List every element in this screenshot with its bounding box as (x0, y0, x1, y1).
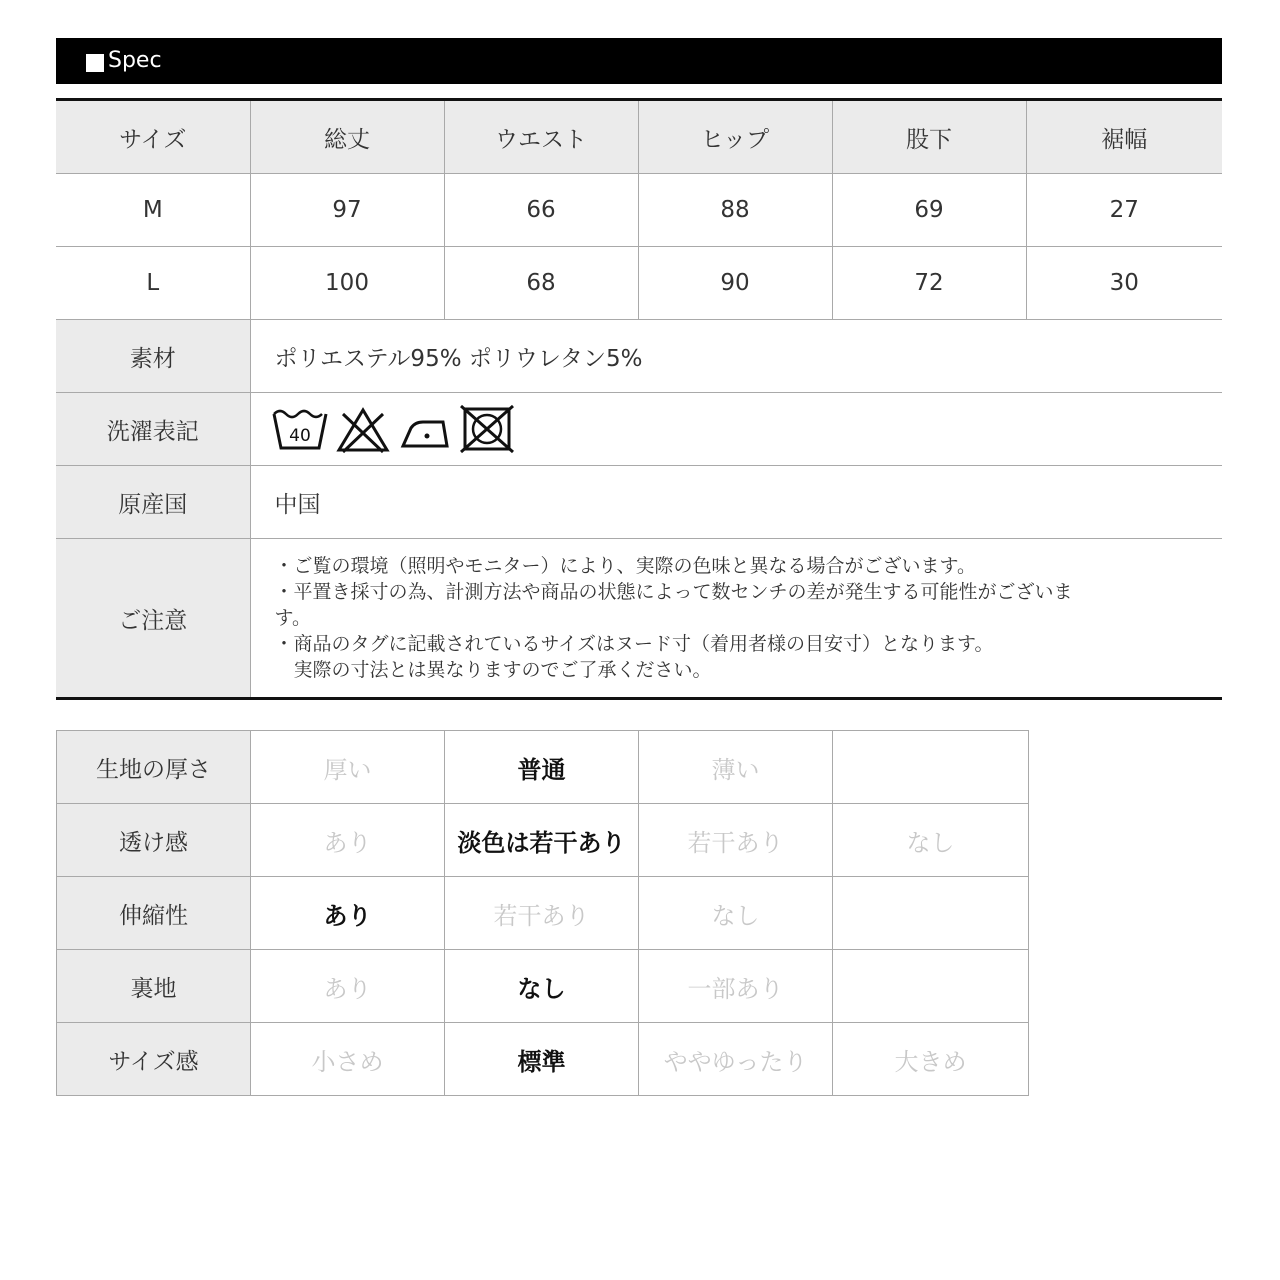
column-header: 総丈 (250, 100, 444, 174)
size-row-m (56, 174, 1222, 247)
origin-value: 中国 (250, 466, 1222, 539)
feel-row-fit (57, 1023, 1029, 1096)
feel-option: 標準 (445, 1023, 639, 1096)
feel-option: なし (445, 950, 639, 1023)
material-row (56, 320, 1222, 393)
feel-option: 薄い (639, 731, 833, 804)
note-line: ・ご覧の環境（照明やモニター）により、実際の色味と異なる場合がございます。 (274, 555, 976, 577)
size-cell: 100 (250, 247, 444, 320)
column-header: 裾幅 (1026, 100, 1222, 174)
feel-label: 伸縮性 (57, 877, 251, 950)
care-label: 洗濯表記 (56, 393, 250, 466)
care-icons (250, 393, 1222, 466)
size-cell: 69 (832, 174, 1026, 247)
column-header: ウエスト (444, 100, 638, 174)
feel-row-lining (57, 950, 1029, 1023)
column-header: 股下 (832, 100, 1026, 174)
size-cell: L (56, 247, 250, 320)
feel-option (833, 877, 1029, 950)
feel-option: あり (251, 877, 445, 950)
feel-row-thickness (57, 731, 1029, 804)
feel-option: 淡色は若干あり (445, 804, 639, 877)
feel-option: 大きめ (833, 1023, 1029, 1096)
notes-row (56, 539, 1222, 699)
note-line: す。 (274, 607, 311, 629)
feel-option: 一部あり (639, 950, 833, 1023)
feel-option: なし (833, 804, 1029, 877)
notes-label: ご注意 (56, 539, 250, 699)
column-header: サイズ (56, 100, 250, 174)
size-cell: 90 (638, 247, 832, 320)
square-bullet-icon (86, 54, 104, 72)
column-header: ヒップ (638, 100, 832, 174)
feel-label: 透け感 (57, 804, 251, 877)
feel-row-sheerness (57, 804, 1029, 877)
size-cell: 72 (832, 247, 1026, 320)
care-row (56, 393, 1222, 466)
notes-text (250, 539, 1222, 699)
note-line: ・平置き採寸の為、計測方法や商品の状態によって数センチの差が発生する可能性がございま (274, 581, 1073, 603)
no-bleach-icon (335, 404, 391, 454)
feel-option: 厚い (251, 731, 445, 804)
feel-option: 普通 (445, 731, 639, 804)
feel-option (833, 731, 1029, 804)
spec-title: Spec (108, 48, 162, 73)
note-line: 実際の寸法とは異なりますのでご了承ください。 (274, 659, 712, 681)
size-cell: 88 (638, 174, 832, 247)
feel-label: 生地の厚さ (57, 731, 251, 804)
material-label: 素材 (56, 320, 250, 393)
feel-option: 若干あり (639, 804, 833, 877)
fabric-feel-table (56, 730, 1029, 1096)
feel-option: ややゆったり (639, 1023, 833, 1096)
size-cell: M (56, 174, 250, 247)
size-cell: 30 (1026, 247, 1222, 320)
feel-option (833, 950, 1029, 1023)
feel-option: 若干あり (445, 877, 639, 950)
feel-row-stretch (57, 877, 1029, 950)
size-cell: 66 (444, 174, 638, 247)
material-value: ポリエステル95% ポリウレタン5% (250, 320, 1222, 393)
feel-label: 裏地 (57, 950, 251, 1023)
feel-option: あり (251, 804, 445, 877)
origin-label: 原産国 (56, 466, 250, 539)
size-row-l (56, 247, 1222, 320)
feel-option: あり (251, 950, 445, 1023)
iron-low-icon (397, 404, 453, 454)
spec-header (56, 38, 1222, 84)
size-cell: 97 (250, 174, 444, 247)
feel-option: なし (639, 877, 833, 950)
note-line: ・商品のタグに記載されているサイズはヌード寸（着用者様の目安寸）となります。 (274, 633, 994, 655)
size-cell: 68 (444, 247, 638, 320)
feel-label: サイズ感 (57, 1023, 251, 1096)
wash-40-icon (271, 404, 329, 454)
origin-row (56, 466, 1222, 539)
size-header-row (56, 100, 1222, 174)
feel-option: 小さめ (251, 1023, 445, 1096)
size-cell: 27 (1026, 174, 1222, 247)
wash-temp-label: 40 (288, 426, 311, 446)
no-tumble-dry-icon (459, 404, 517, 454)
spec-table (56, 98, 1222, 700)
